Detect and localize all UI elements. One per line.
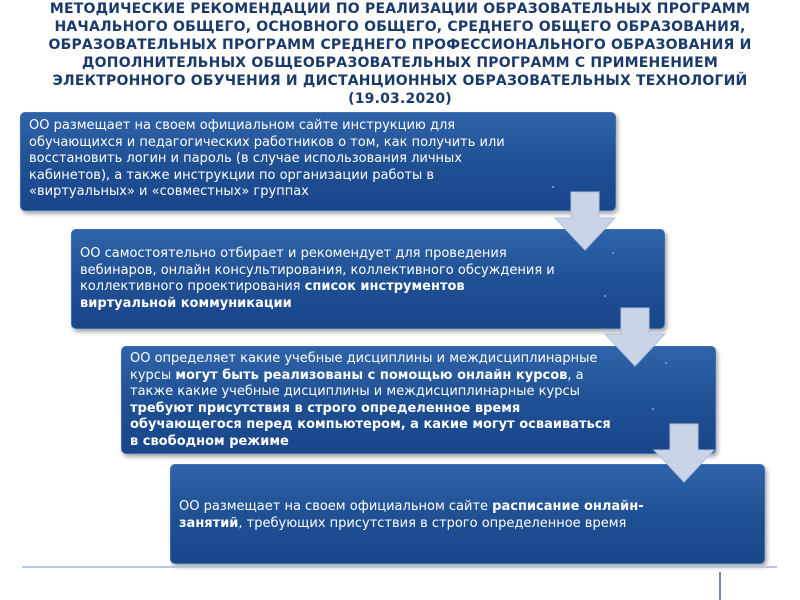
down-arrow-icon bbox=[652, 422, 716, 484]
decor-dot bbox=[552, 186, 554, 188]
step-text: ОО размещает на своем официальном сайте bbox=[179, 499, 493, 514]
step-text-bold: список инструментов bbox=[304, 279, 465, 294]
title-line: ДОПОЛНИТЕЛЬНЫХ ОБЩЕОБРАЗОВАТЕЛЬНЫХ ПРОГРАММ С ПРИМЕНЕНИЕМ bbox=[82, 55, 718, 71]
decor-dot bbox=[604, 295, 606, 297]
step-text-bold: могут быть реализованы с помощью онлайн курсов bbox=[175, 367, 568, 383]
step-text-bold: занятий bbox=[179, 515, 239, 531]
step-text-bold: расписание онлайн- bbox=[492, 499, 644, 514]
footer-vertical-divider bbox=[719, 572, 721, 600]
page-title bbox=[10, 0, 790, 108]
step-text-line bbox=[179, 499, 756, 516]
step-text: «виртуальных» и «совместных» группах bbox=[29, 184, 309, 199]
step-text-line bbox=[29, 118, 607, 135]
step-text-line bbox=[130, 434, 707, 451]
step-text: вебинаров, онлайн консультирования, коллективного обсуждения и bbox=[80, 262, 555, 278]
step-text-bold: виртуальной коммуникации bbox=[80, 295, 292, 311]
step-text: также какие учебные дисциплины и междисциплинарные курсы bbox=[130, 384, 580, 399]
step-text-line bbox=[29, 151, 607, 168]
step-text-line bbox=[130, 368, 707, 385]
title-line: ЭЛЕКТРОННОГО ОБУЧЕНИЯ И ДИСТАНЦИОННЫХ ОБРАЗОВАТЕЛЬНЫХ ТЕХНОЛОГИЙ bbox=[52, 73, 748, 89]
step-text: ОО определяет какие учебные дисциплины и междисциплинарные bbox=[130, 351, 598, 366]
step-box-1 bbox=[20, 112, 616, 211]
step-text: , а bbox=[567, 367, 584, 383]
step-text-line bbox=[130, 384, 707, 401]
decor-dot bbox=[612, 252, 614, 254]
step-text: , требующих присутствия в строго определенное время bbox=[238, 515, 627, 531]
title-line: ОБРАЗОВАТЕЛЬНЫХ ПРОГРАММ СРЕДНЕГО ПРОФЕССИОНАЛЬНОГО ОБРАЗОВАНИЯ И bbox=[48, 37, 752, 53]
step-text-line bbox=[80, 296, 656, 313]
step-text-bold: требуют присутствия в строго определенное время bbox=[130, 400, 521, 416]
step-text-line bbox=[80, 263, 656, 280]
step-text: восстановить логин и пароль (в случае использования личных bbox=[29, 151, 463, 166]
title-line: НАЧАЛЬНОГО ОБЩЕГО, ОСНОВНОГО ОБЩЕГО, СРЕДНЕГО ОБЩЕГО ОБРАЗОВАНИЯ, bbox=[54, 19, 746, 35]
step-text-bold: обучающегося перед компьютером, а какие могут осваиваться bbox=[130, 417, 611, 432]
step-text: коллективного проектирования bbox=[80, 279, 305, 294]
step-text-line bbox=[29, 168, 607, 185]
step-text: ОО размещает на своем официальном сайте инструкцию для bbox=[29, 118, 456, 133]
step-text-line bbox=[29, 184, 607, 201]
step-text-line bbox=[130, 417, 707, 434]
decor-dot bbox=[665, 362, 667, 364]
step-text: ОО самостоятельно отбирает и рекомендует для проведения bbox=[80, 246, 507, 261]
title-line: МЕТОДИЧЕСКИЕ РЕКОМЕНДАЦИИ ПО РЕАЛИЗАЦИИ ОБРАЗОВАТЕЛЬНЫХ ПРОГРАММ bbox=[49, 1, 751, 17]
step-text: кабинетов), а также инструкции по организации работы в bbox=[29, 167, 435, 183]
step-text-line bbox=[29, 135, 607, 152]
down-arrow-icon bbox=[553, 190, 617, 252]
footer-divider bbox=[22, 566, 777, 568]
step-text-line bbox=[80, 279, 656, 296]
title-date: (19.03.2020) bbox=[348, 91, 452, 107]
down-arrow-icon bbox=[603, 306, 667, 368]
step-text-bold: в свободном режиме bbox=[130, 433, 289, 449]
step-text-line bbox=[130, 401, 707, 418]
step-text-line bbox=[179, 516, 756, 533]
step-text: обучающихся и педагогических работников о том, как получить или bbox=[29, 134, 505, 150]
step-text: курсы bbox=[130, 367, 176, 383]
decor-dot bbox=[652, 408, 654, 410]
